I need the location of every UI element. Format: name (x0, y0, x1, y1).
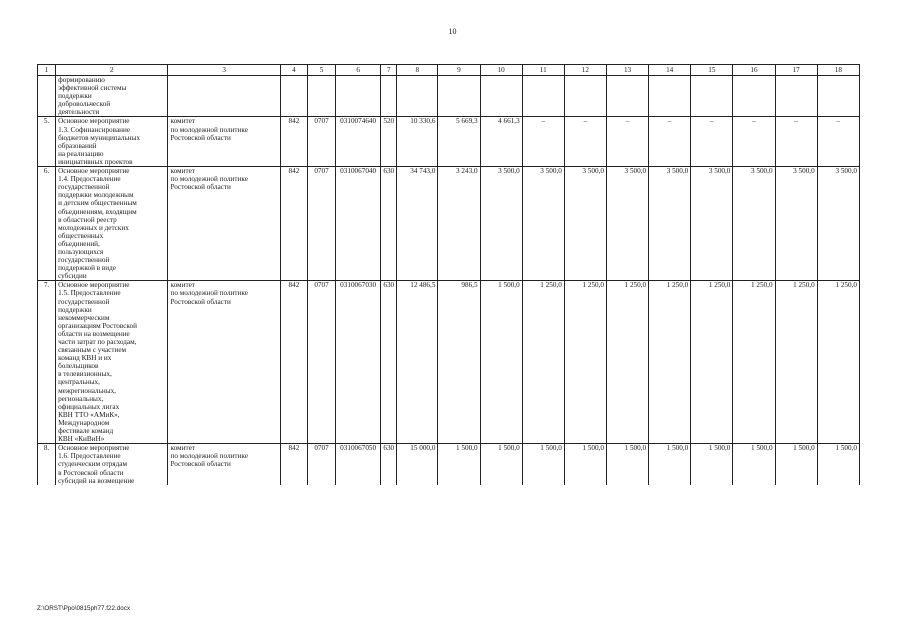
amount-cell: 3 243,0 (438, 167, 480, 281)
amount-cell: – (522, 117, 564, 167)
column-header: 2 (56, 65, 168, 76)
amount-cell (564, 76, 606, 117)
amount-cell: 5 669,3 (438, 117, 480, 167)
amount-cell: 1 500,0 (522, 444, 564, 485)
amount-cell: 3 500,0 (649, 167, 691, 281)
executor-cell: комитет по молодежной политике Ростовской области (168, 281, 280, 444)
amount-cell: 1 250,0 (649, 281, 691, 444)
grbs-code-cell: 842 (280, 167, 307, 281)
column-header: 1 (38, 65, 56, 76)
row-number-cell: 6. (38, 167, 56, 281)
target-article-cell (336, 76, 381, 117)
measure-name-cell: Основное мероприятие 1.6. Предоставление студенческим отрядам в Ростовской области субсидий на возмещение (56, 444, 168, 485)
amount-cell: 3 500,0 (691, 167, 733, 281)
measure-name-cell: Основное мероприятие 1.3. Софинансирование бюджетов муниципальных образований на реализацию инициативных проектов (56, 117, 168, 167)
column-header: 15 (691, 65, 733, 76)
target-article-cell: 0310074640 (336, 117, 381, 167)
amount-cell: 1 250,0 (606, 281, 648, 444)
column-header: 14 (649, 65, 691, 76)
amount-cell (733, 76, 775, 117)
column-header: 10 (480, 65, 522, 76)
amount-cell: – (564, 117, 606, 167)
section-code-cell: 0707 (307, 167, 335, 281)
executor-cell: комитет по молодежной политике Ростовской области (168, 167, 280, 281)
column-header: 5 (307, 65, 335, 76)
measure-name-cell: Основное мероприятие 1.5. Предоставление государственной поддержки некоммерческим организациям Ростовской области на возмещение части затрат по расходам, связанным с участием команд КВН и их болельщиков в телевизионных, центральных, межрегиональных, региональных, официальных лигах КВН ТТО «АМиК», Международном фестивале команд КВН «КиВиН» (56, 281, 168, 444)
amount-cell: 15 000,0 (397, 444, 438, 485)
amount-cell: 1 500,0 (480, 444, 522, 485)
expense-type-cell: 630 (381, 444, 397, 485)
table-row (38, 281, 860, 444)
amount-cell (817, 76, 859, 117)
budget-table (37, 64, 860, 485)
amount-cell: 3 500,0 (522, 167, 564, 281)
amount-cell (480, 76, 522, 117)
row-number-cell: 5. (38, 117, 56, 167)
amount-cell: 12 486,5 (397, 281, 438, 444)
amount-cell: 1 500,0 (817, 444, 859, 485)
column-header: 16 (733, 65, 775, 76)
amount-cell: 3 500,0 (564, 167, 606, 281)
measure-name-cell: Основное мероприятие 1.4. Предоставление государственной поддержки молодежным и детским общественным объединениям, входящим в областной реестр молодежных и детских общественных объединений, пользующихся государственной поддержкой в виде субсидии (56, 167, 168, 281)
section-code-cell: 0707 (307, 281, 335, 444)
amount-cell: – (733, 117, 775, 167)
budget-table-wrapper (37, 64, 860, 485)
column-header: 12 (564, 65, 606, 76)
amount-cell (606, 76, 648, 117)
amount-cell: 3 500,0 (480, 167, 522, 281)
table-body (38, 76, 860, 485)
amount-cell: 1 250,0 (817, 281, 859, 444)
amount-cell: 1 500,0 (733, 444, 775, 485)
column-header: 17 (775, 65, 817, 76)
amount-cell: 1 250,0 (564, 281, 606, 444)
amount-cell: 1 500,0 (438, 444, 480, 485)
amount-cell (691, 76, 733, 117)
executor-cell: комитет по молодежной политике Ростовской области (168, 117, 280, 167)
column-header: 4 (280, 65, 307, 76)
target-article-cell: 0310067050 (336, 444, 381, 485)
amount-cell (438, 76, 480, 117)
amount-cell: – (775, 117, 817, 167)
amount-cell: 3 500,0 (775, 167, 817, 281)
section-code-cell: 0707 (307, 117, 335, 167)
executor-cell: комитет по молодежной политике Ростовской области (168, 444, 280, 485)
measure-name-cell: формированию эффективной системы поддержки добровольческой деятельности (56, 76, 168, 117)
amount-cell: 1 250,0 (733, 281, 775, 444)
row-number-cell: 8. (38, 444, 56, 485)
amount-cell: 3 500,0 (817, 167, 859, 281)
table-row (38, 76, 860, 117)
column-header: 11 (522, 65, 564, 76)
amount-cell: 34 743,0 (397, 167, 438, 281)
amount-cell: 1 500,0 (606, 444, 648, 485)
table-row (38, 117, 860, 167)
column-header: 6 (336, 65, 381, 76)
amount-cell: – (817, 117, 859, 167)
amount-cell: 3 500,0 (733, 167, 775, 281)
target-article-cell: 0310067040 (336, 167, 381, 281)
executor-cell (168, 76, 280, 117)
amount-cell: – (649, 117, 691, 167)
amount-cell: 1 250,0 (691, 281, 733, 444)
expense-type-cell: 520 (381, 117, 397, 167)
column-header: 3 (168, 65, 280, 76)
amount-cell: 1 250,0 (522, 281, 564, 444)
column-header: 7 (381, 65, 397, 76)
column-header: 9 (438, 65, 480, 76)
grbs-code-cell (280, 76, 307, 117)
expense-type-cell (381, 76, 397, 117)
grbs-code-cell: 842 (280, 281, 307, 444)
amount-cell: 1 500,0 (480, 281, 522, 444)
file-path-footer: Z:\ORST\Ppo\0815ph77.f22.docx (37, 605, 131, 612)
amount-cell: 1 500,0 (775, 444, 817, 485)
target-article-cell: 0310067030 (336, 281, 381, 444)
column-header: 8 (397, 65, 438, 76)
grbs-code-cell: 842 (280, 444, 307, 485)
amount-cell (522, 76, 564, 117)
grbs-code-cell: 842 (280, 117, 307, 167)
amount-cell: 1 250,0 (775, 281, 817, 444)
amount-cell: – (606, 117, 648, 167)
column-header: 13 (606, 65, 648, 76)
section-code-cell: 0707 (307, 444, 335, 485)
column-number-header (38, 65, 860, 76)
expense-type-cell: 630 (381, 281, 397, 444)
amount-cell: – (691, 117, 733, 167)
section-code-cell (307, 76, 335, 117)
amount-cell: 10 330,6 (397, 117, 438, 167)
amount-cell: 4 661,3 (480, 117, 522, 167)
expense-type-cell: 630 (381, 167, 397, 281)
row-number-cell: 7. (38, 281, 56, 444)
table-row (38, 167, 860, 281)
amount-cell: 1 500,0 (691, 444, 733, 485)
table-row (38, 444, 860, 485)
row-number-cell (38, 76, 56, 117)
page-number: 10 (448, 27, 457, 36)
column-header: 18 (817, 65, 859, 76)
amount-cell: 986,5 (438, 281, 480, 444)
amount-cell (397, 76, 438, 117)
amount-cell: 1 500,0 (564, 444, 606, 485)
amount-cell: 3 500,0 (606, 167, 648, 281)
amount-cell (649, 76, 691, 117)
amount-cell (775, 76, 817, 117)
amount-cell: 1 500,0 (649, 444, 691, 485)
